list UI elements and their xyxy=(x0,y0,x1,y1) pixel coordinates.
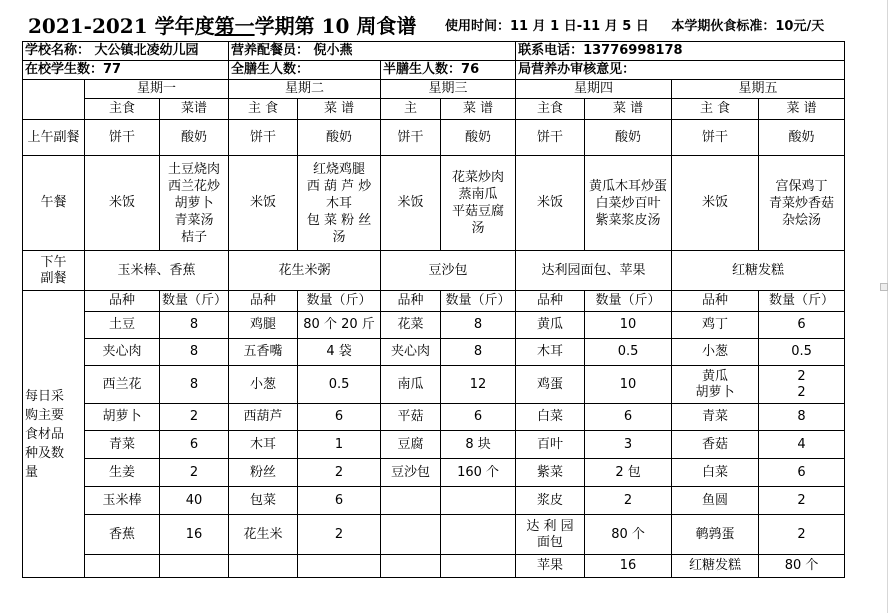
lunch-dish: 木耳 xyxy=(326,195,353,211)
purchase-row xyxy=(23,366,845,404)
purchase-qty: 3 xyxy=(585,431,672,459)
purchase-label-line: 每日采 xyxy=(25,388,65,404)
afternoon-snack: 红糖发糕 xyxy=(672,251,845,291)
lunch-menu xyxy=(160,156,229,251)
lunch-label: 午餐 xyxy=(23,156,85,251)
staple-label: 主 食 xyxy=(672,99,759,120)
purchase-qty: 4 xyxy=(759,431,845,459)
purchase-item xyxy=(229,555,298,578)
lunch-dish: 胡萝卜 xyxy=(174,195,214,211)
purchase-item: 木耳 xyxy=(516,339,585,366)
afternoon-snack: 玉米棒、香蕉 xyxy=(85,251,229,291)
purchase-qty: 2 xyxy=(298,459,381,487)
phone: 联系电话：13776998178 xyxy=(516,42,845,61)
purchase-item: 小葱 xyxy=(229,366,298,404)
purchase-qty: 2 2 xyxy=(759,366,845,404)
purchase-item: 生姜 xyxy=(85,459,160,487)
purchase-qty: 6 xyxy=(759,459,845,487)
lunch-dish: 汤 xyxy=(471,221,485,236)
staple-label: 主食 xyxy=(516,99,585,120)
purchase-qty: 2 xyxy=(160,459,229,487)
title-suffix: 学期第 10 周食谱 xyxy=(254,14,417,38)
school-name: 学校名称： 大公镇北凌幼儿园 xyxy=(23,42,229,61)
purchase-item: 达 利 园 面包 xyxy=(516,515,585,555)
snack-menu: 酸奶 xyxy=(585,120,672,156)
purchase-qty: 10 xyxy=(585,312,672,339)
menu-table xyxy=(22,41,845,578)
purchase-qty: 2 xyxy=(160,404,229,431)
day-tuesday: 星期二 xyxy=(229,80,381,99)
purchase-item: 木耳 xyxy=(229,431,298,459)
purchase-qty: 2 xyxy=(298,515,381,555)
morning-snack-label: 上午副餐 xyxy=(23,120,85,156)
half-board-count: 半膳生人数：76 xyxy=(381,61,516,80)
snack-staple: 饼干 xyxy=(672,120,759,156)
lunch-row xyxy=(23,156,845,251)
lunch-staple: 米饭 xyxy=(229,156,298,251)
purchase-qty: 2 xyxy=(759,487,845,515)
purchase-qty: 8 块 xyxy=(441,431,516,459)
lunch-dish: 黄瓜木耳炒蛋 xyxy=(589,178,668,194)
menu-label: 菜 谱 xyxy=(441,99,516,120)
purchase-qty-header: 数量（斤） xyxy=(759,291,845,312)
purchase-row xyxy=(23,312,845,339)
lunch-dish: 青菜炒香菇 xyxy=(769,195,835,211)
purchase-label-line: 种及数 xyxy=(25,445,65,461)
morning-snack-row xyxy=(23,120,845,156)
purchase-item: 香菇 xyxy=(672,431,759,459)
snack-menu: 酸奶 xyxy=(759,120,845,156)
purchase-item: 百叶 xyxy=(516,431,585,459)
lunch-dish: 包 菜 粉 丝 xyxy=(306,212,372,228)
purchase-item: 红糖发糕 xyxy=(672,555,759,578)
purchase-qty: 80 个 20 斤 xyxy=(298,312,381,339)
afternoon-label-line: 下午 xyxy=(40,254,67,270)
purchase-item: 小葱 xyxy=(672,339,759,366)
purchase-qty: 2 包 xyxy=(585,459,672,487)
purchase-qty: 80 个 xyxy=(759,555,845,578)
lunch-dish: 杂烩汤 xyxy=(782,212,822,228)
afternoon-snack: 豆沙包 xyxy=(381,251,516,291)
nutritionist: 营养配餐员： 倪小燕 xyxy=(229,42,516,61)
header-meta xyxy=(445,15,842,34)
purchase-item: 夹心肉 xyxy=(381,339,441,366)
purchase-qty xyxy=(441,555,516,578)
column-label-row xyxy=(23,99,845,120)
purchase-item: 鸡腿 xyxy=(229,312,298,339)
usage-time: 使用时间：11 月 1 日-11 月 5 日 xyxy=(445,19,649,34)
staple-label: 主食 xyxy=(85,99,160,120)
purchase-item: 包菜 xyxy=(229,487,298,515)
purchase-item: 粉丝 xyxy=(229,459,298,487)
snack-staple: 饼干 xyxy=(229,120,298,156)
purchase-item xyxy=(381,555,441,578)
purchase-qty-header: 数量（斤） xyxy=(160,291,229,312)
purchase-item: 白菜 xyxy=(516,404,585,431)
purchase-item-header: 品种 xyxy=(85,291,160,312)
purchase-item: 豆沙包 xyxy=(381,459,441,487)
title-prefix: 2021-2021 学年度 xyxy=(28,14,215,38)
purchase-qty: 6 xyxy=(298,404,381,431)
purchase-qty: 8 xyxy=(160,339,229,366)
day-monday: 星期一 xyxy=(85,80,229,99)
purchase-item: 鸡蛋 xyxy=(516,366,585,404)
day-header-row xyxy=(23,80,845,99)
purchase-header-row xyxy=(23,291,845,312)
snack-menu: 酸奶 xyxy=(441,120,516,156)
purchase-qty: 0.5 xyxy=(585,339,672,366)
purchase-label xyxy=(23,291,85,578)
purchase-item: 花菜 xyxy=(381,312,441,339)
purchase-qty xyxy=(441,487,516,515)
purchase-qty: 6 xyxy=(759,312,845,339)
purchase-row xyxy=(23,339,845,366)
purchase-item: 夹心肉 xyxy=(85,339,160,366)
purchase-qty-header: 数量（斤） xyxy=(298,291,381,312)
day-thursday: 星期四 xyxy=(516,80,672,99)
purchase-qty: 12 xyxy=(441,366,516,404)
menu-label: 菜 谱 xyxy=(585,99,672,120)
purchase-label-line: 购主要 xyxy=(25,407,65,423)
snack-staple: 饼干 xyxy=(85,120,160,156)
lunch-dish: 宫保鸡丁 xyxy=(775,178,828,194)
lunch-dish: 西兰花炒 xyxy=(168,178,221,194)
purchase-item: 西兰花 xyxy=(85,366,160,404)
lunch-dish: 汤 xyxy=(332,229,346,245)
purchase-qty: 6 xyxy=(585,404,672,431)
purchase-qty: 16 xyxy=(160,515,229,555)
purchase-item: 鸡丁 xyxy=(672,312,759,339)
purchase-qty-header: 数量（斤） xyxy=(441,291,516,312)
lunch-staple: 米饭 xyxy=(85,156,160,251)
purchase-item-header: 品种 xyxy=(672,291,759,312)
snack-staple: 饼干 xyxy=(516,120,585,156)
staple-label: 主 食 xyxy=(229,99,298,120)
purchase-item xyxy=(381,515,441,555)
purchase-item: 紫菜 xyxy=(516,459,585,487)
purchase-qty-header: 数量（斤） xyxy=(585,291,672,312)
purchase-qty xyxy=(298,555,381,578)
purchase-qty xyxy=(441,515,516,555)
info-row-2 xyxy=(23,61,845,80)
purchase-qty: 10 xyxy=(585,366,672,404)
purchase-item xyxy=(85,555,160,578)
lunch-dish: 桔子 xyxy=(181,229,208,245)
purchase-item: 黄瓜 xyxy=(516,312,585,339)
purchase-item: 白菜 xyxy=(672,459,759,487)
purchase-qty: 16 xyxy=(585,555,672,578)
purchase-item xyxy=(381,487,441,515)
purchase-item-header: 品种 xyxy=(229,291,298,312)
purchase-qty: 0.5 xyxy=(298,366,381,404)
purchase-row xyxy=(23,404,845,431)
purchase-qty: 40 xyxy=(160,487,229,515)
lunch-dish: 蒸南瓜 xyxy=(458,187,498,202)
purchase-item: 青菜 xyxy=(85,431,160,459)
purchase-row xyxy=(23,555,845,578)
purchase-label-line: 食材品 xyxy=(25,426,65,442)
scroll-handle-icon[interactable] xyxy=(880,283,888,291)
purchase-item: 西葫芦 xyxy=(229,404,298,431)
lunch-dish: 花菜炒肉 xyxy=(452,170,505,185)
afternoon-snack-label xyxy=(23,251,85,291)
lunch-dish: 青菜汤 xyxy=(174,212,214,228)
purchase-item: 青菜 xyxy=(672,404,759,431)
purchase-item: 鱼圆 xyxy=(672,487,759,515)
purchase-qty: 8 xyxy=(160,366,229,404)
menu-label: 菜 谱 xyxy=(759,99,845,120)
meal-standard: 本学期伙食标准：10元/天 xyxy=(671,19,825,34)
purchase-qty: 6 xyxy=(441,404,516,431)
purchase-item: 豆腐 xyxy=(381,431,441,459)
purchase-qty: 1 xyxy=(298,431,381,459)
menu-label: 菜 谱 xyxy=(298,99,381,120)
lunch-menu xyxy=(759,156,845,251)
purchase-qty xyxy=(160,555,229,578)
purchase-row xyxy=(23,487,845,515)
purchase-item: 胡萝卜 xyxy=(85,404,160,431)
snack-menu: 酸奶 xyxy=(160,120,229,156)
purchase-item: 五香嘴 xyxy=(229,339,298,366)
lunch-menu xyxy=(298,156,381,251)
purchase-qty: 160 个 xyxy=(441,459,516,487)
lunch-dish: 白菜炒百叶 xyxy=(595,195,661,211)
purchase-item: 玉米棒 xyxy=(85,487,160,515)
purchase-qty: 2 xyxy=(759,515,845,555)
info-row-1 xyxy=(23,42,845,61)
afternoon-snack: 花生米粥 xyxy=(229,251,381,291)
snack-menu: 酸奶 xyxy=(298,120,381,156)
purchase-item: 苹果 xyxy=(516,555,585,578)
purchase-item-header: 品种 xyxy=(381,291,441,312)
lunch-menu xyxy=(585,156,672,251)
page-header xyxy=(0,0,888,40)
lunch-staple: 米饭 xyxy=(672,156,759,251)
title-semester: 第一 xyxy=(214,14,255,38)
purchase-row xyxy=(23,431,845,459)
purchase-qty: 4 袋 xyxy=(298,339,381,366)
purchase-item: 花生米 xyxy=(229,515,298,555)
purchase-item-header: 品种 xyxy=(516,291,585,312)
purchase-item: 浆皮 xyxy=(516,487,585,515)
purchase-item: 香蕉 xyxy=(85,515,160,555)
staple-label: 主 xyxy=(381,99,441,120)
lunch-dish: 红烧鸡腿 xyxy=(313,161,366,177)
lunch-dish: 平菇豆腐 xyxy=(452,204,505,219)
purchase-item: 鹌鹑蛋 xyxy=(672,515,759,555)
afternoon-label-line: 副餐 xyxy=(40,270,67,286)
lunch-dish: 土豆烧肉 xyxy=(168,161,221,177)
lunch-menu xyxy=(441,156,516,251)
purchase-label-line: 量 xyxy=(25,464,39,480)
afternoon-snack: 达利园面包、苹果 xyxy=(516,251,672,291)
page-title xyxy=(28,10,416,39)
afternoon-snack-row xyxy=(23,251,845,291)
review-opinion: 局营养办审核意见： xyxy=(516,61,845,80)
purchase-qty: 0.5 xyxy=(759,339,845,366)
purchase-qty: 8 xyxy=(441,312,516,339)
day-friday: 星期五 xyxy=(672,80,845,99)
menu-label: 菜谱 xyxy=(160,99,229,120)
student-count: 在校学生数：77 xyxy=(23,61,229,80)
purchase-row xyxy=(23,515,845,555)
purchase-qty: 8 xyxy=(759,404,845,431)
purchase-item: 黄瓜 胡萝卜 xyxy=(672,366,759,404)
lunch-dish: 紫菜浆皮汤 xyxy=(595,212,661,228)
lunch-staple: 米饭 xyxy=(516,156,585,251)
lunch-staple: 米饭 xyxy=(381,156,441,251)
day-wednesday: 星期三 xyxy=(381,80,516,99)
purchase-item: 南瓜 xyxy=(381,366,441,404)
purchase-row xyxy=(23,459,845,487)
purchase-qty: 8 xyxy=(160,312,229,339)
purchase-item: 土豆 xyxy=(85,312,160,339)
corner-cell xyxy=(23,80,85,120)
purchase-qty: 2 xyxy=(585,487,672,515)
full-board-count: 全膳生人数： xyxy=(229,61,381,80)
snack-staple: 饼干 xyxy=(381,120,441,156)
purchase-item: 平菇 xyxy=(381,404,441,431)
purchase-qty: 6 xyxy=(160,431,229,459)
purchase-qty: 6 xyxy=(298,487,381,515)
purchase-qty: 80 个 xyxy=(585,515,672,555)
lunch-dish: 西 葫 芦 炒 xyxy=(306,178,372,194)
purchase-qty: 8 xyxy=(441,339,516,366)
